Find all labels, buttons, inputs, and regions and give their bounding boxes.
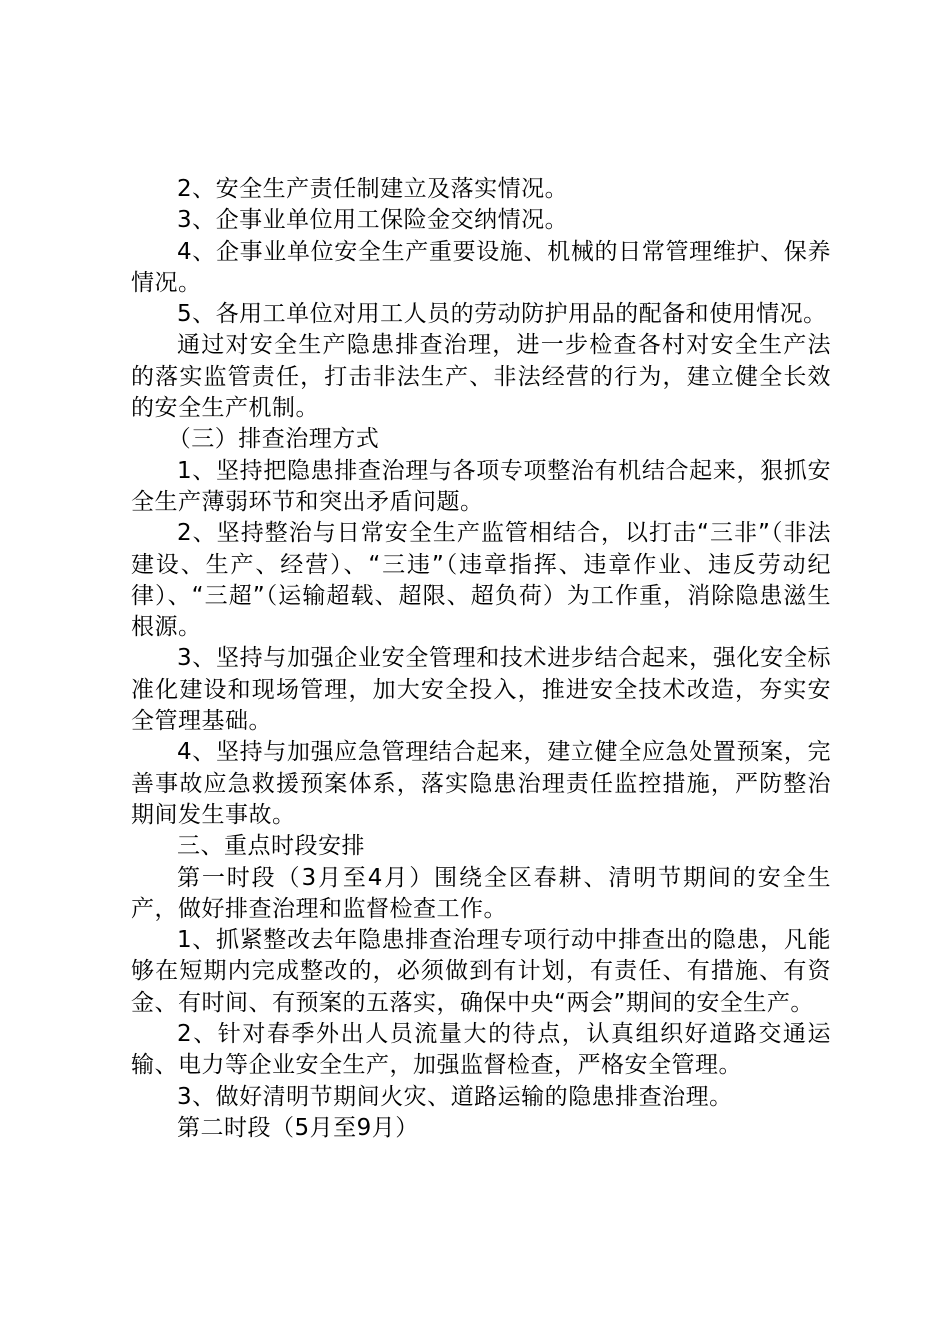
method-item-1: 1、坚持把隐患排查治理与各项专项整治有机结合起来，狠抓安全生产薄弱环节和突出矛盾问题。	[131, 457, 831, 515]
section-heading-schedule: 三、重点时段安排	[177, 833, 365, 860]
phase-two-paragraph: 第二时段（5月至9月）	[177, 1114, 419, 1141]
method-item-2: 2、坚持整治与日常安全生产监管相结合，以打击“三非”（非法建设、生产、经营）、“三违”（违章指挥、违章作业、违反劳动纪律）、“三超”（运输超载、超限、超负荷）为工作重，消除隐患滋生根源。	[131, 520, 831, 641]
list-item-5: 5、各用工单位对用工人员的劳动防护用品的配备和使用情况。	[177, 301, 827, 328]
list-item-4: 4、企事业单位安全生产重要设施、机械的日常管理维护、保养情况。	[131, 238, 831, 296]
phase-one-paragraph: 第一时段（3月至4月）围绕全区春耕、清明节期间的安全生产，做好排查治理和监督检查工作。	[131, 864, 831, 922]
method-item-4: 4、坚持与加强应急管理结合起来，建立健全应急处置预案，完善事故应急救援预案体系，落实隐患治理责任监控措施，严防整治期间发生事故。	[131, 739, 831, 828]
method-item-3: 3、坚持与加强企业安全管理和技术进步结合起来，强化安全标准化建设和现场管理，加大安全投入，推进安全技术改造，夯实安全管理基础。	[131, 645, 831, 735]
list-item-2: 2、安全生产责任制建立及落实情况。	[177, 176, 569, 202]
summary-paragraph: 通过对安全生产隐患排查治理，进一步检查各村对安全生产法的落实监管责任，打击非法生产、非法经营的行为，建立健全长效的安全生产机制。	[131, 332, 831, 422]
phase-one-item-3: 3、做好清明节期间火灾、道路运输的隐患排查治理。	[177, 1083, 733, 1110]
phase-one-item-2: 2、针对春季外出人员流量大的待点，认真组织好道路交通运输、电力等企业安全生产，加强监督检查，严格安全管理。	[131, 1021, 831, 1079]
list-item-3: 3、企事业单位用工保险金交纳情况。	[177, 207, 569, 234]
phase-one-item-1: 1、抓紧整改去年隐患排查治理专项行动中排查出的隐患，凡能够在短期内完成整改的，必须做到有计划，有责任、有措施、有资金、有时间、有预案的五落实，确保中央“两会”期间的安全生产。	[131, 927, 831, 1016]
section-heading-method: （三）排查治理方式	[167, 426, 380, 453]
document-body	[131, 174, 831, 1144]
